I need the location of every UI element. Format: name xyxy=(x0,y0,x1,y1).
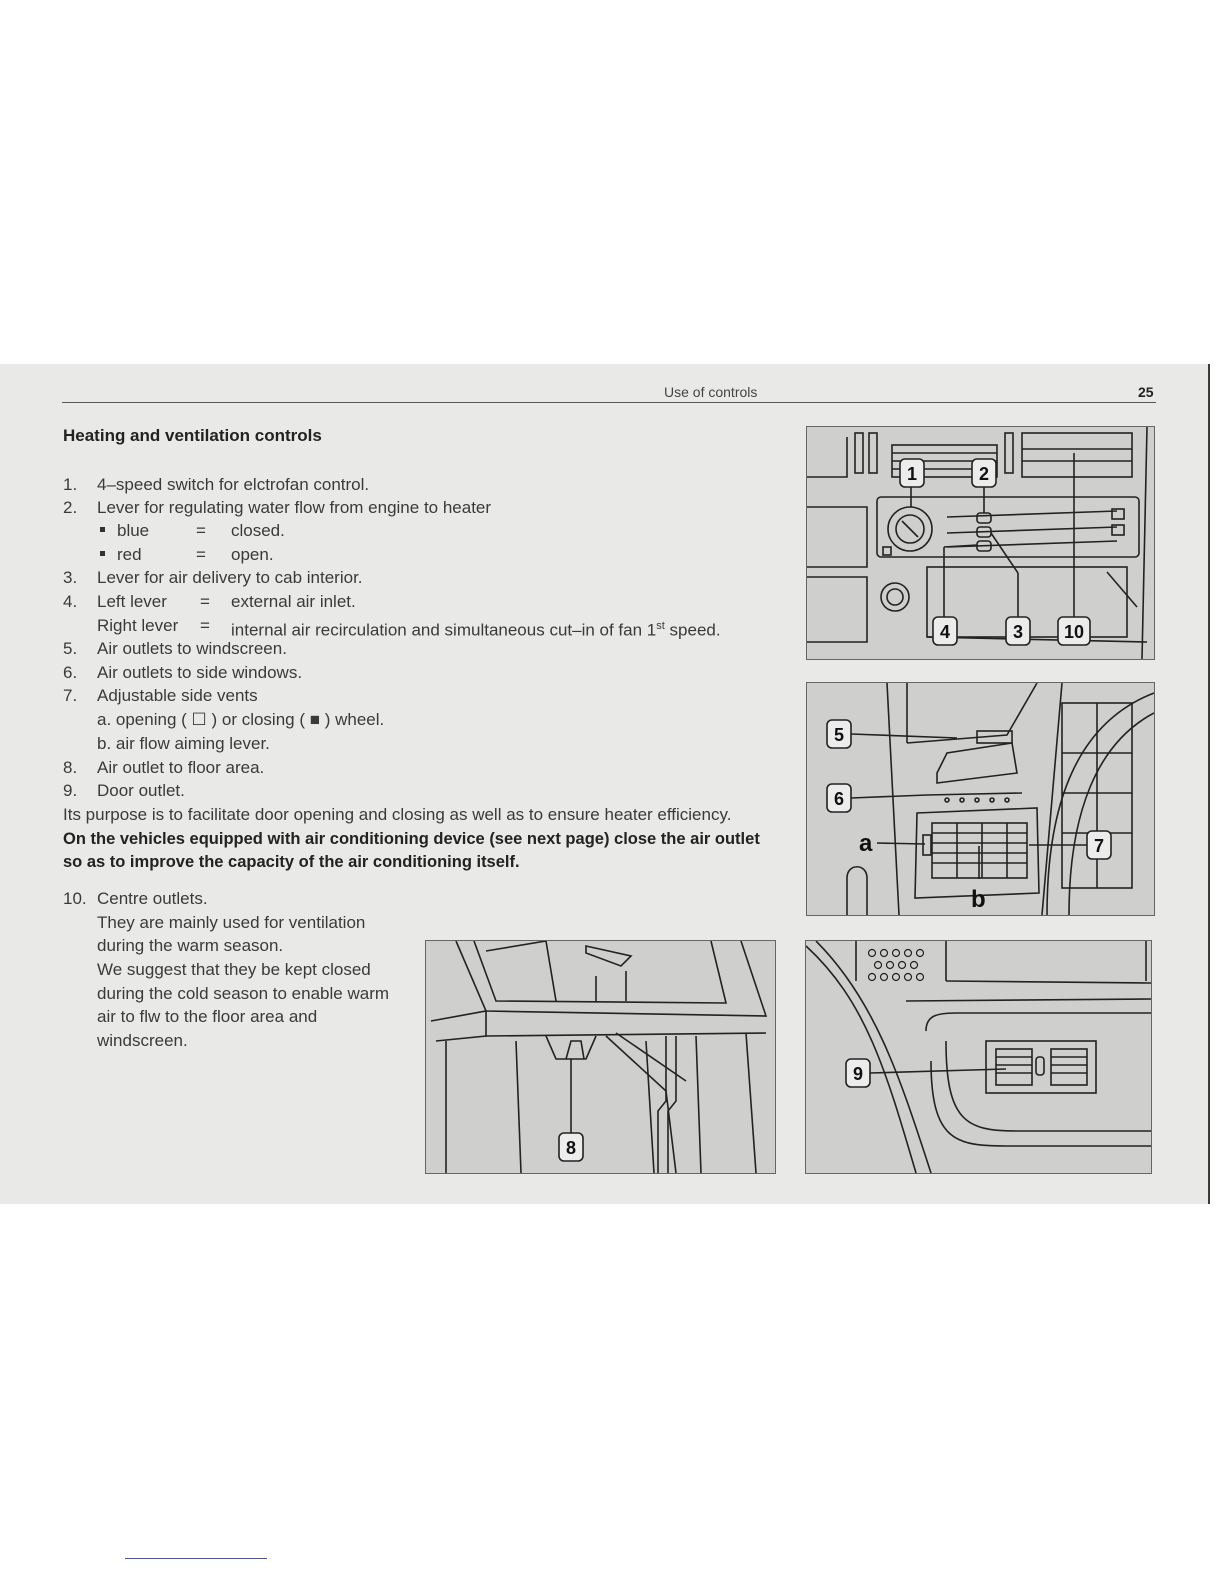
lever-label: Right lever xyxy=(97,616,179,635)
figure-side-vents xyxy=(806,682,1155,916)
item-text: 4–speed switch for elctrofan control. xyxy=(97,475,370,494)
equals-sign: = xyxy=(200,592,210,611)
item-text: They are mainly used for ventilation xyxy=(97,913,366,932)
item-number: 1. xyxy=(63,475,78,494)
callout-10: 10 xyxy=(1063,622,1085,642)
callout-group xyxy=(900,459,1090,645)
item-number: 3. xyxy=(63,568,78,587)
footnote-rule xyxy=(125,1558,267,1559)
callout-4: 4 xyxy=(939,622,951,642)
figure-floor-outlet xyxy=(425,940,776,1174)
bullet-icon xyxy=(100,551,105,556)
purpose-paragraph: Its purpose is to facilitate door opening and closing as well as to ensure heater efficiency. xyxy=(63,805,732,824)
figure-heater-controls xyxy=(806,426,1155,660)
callout-5: 5 xyxy=(833,725,845,745)
bullet-label: red xyxy=(117,545,142,564)
bullet-row xyxy=(100,545,142,565)
item-number: 5. xyxy=(63,639,78,658)
equals-sign: = xyxy=(196,521,206,540)
heater-controls-illustration xyxy=(807,427,1154,659)
item-text: air to flw to the floor area and xyxy=(97,1007,318,1026)
bullet-value: open. xyxy=(231,545,274,564)
item-text: Air outlets to side windows. xyxy=(97,663,303,682)
item-text: windscreen. xyxy=(97,1031,188,1050)
callout-8: 8 xyxy=(565,1138,577,1158)
sub-item-text: b. air flow aiming lever. xyxy=(97,734,270,753)
item-text: Adjustable side vents xyxy=(97,686,258,705)
running-header: Use of controls xyxy=(664,384,758,400)
equals-sign: = xyxy=(196,545,206,564)
item-number: 6. xyxy=(63,663,78,682)
sub-item-text: a. opening ( ☐ ) or closing ( ■ ) wheel. xyxy=(97,710,385,729)
lever-label: Left lever xyxy=(97,592,167,611)
item-number: 7. xyxy=(63,686,78,705)
callout-7: 7 xyxy=(1093,836,1105,856)
callout-1: 1 xyxy=(906,464,918,484)
bullet-label: blue xyxy=(117,521,150,540)
item-number: 8. xyxy=(63,758,78,777)
item-number: 4. xyxy=(63,592,78,611)
item-text: Lever for air delivery to cab interior. xyxy=(97,568,363,587)
callout-3: 3 xyxy=(1012,622,1024,642)
item-text: Air outlet to floor area. xyxy=(97,758,265,777)
equals-sign: = xyxy=(200,616,210,635)
callout-9: 9 xyxy=(852,1064,864,1084)
bullet-row xyxy=(100,521,149,541)
item-text: Door outlet. xyxy=(97,781,185,800)
item-number: 2. xyxy=(63,498,78,517)
letter-a: a xyxy=(859,830,873,857)
page-number: 25 xyxy=(1138,384,1154,400)
callout-2: 2 xyxy=(978,464,990,484)
item-text: Air outlets to windscreen. xyxy=(97,639,287,658)
item-text: Lever for regulating water flow from engine to heater xyxy=(97,498,492,517)
item-text: during the cold season to enable warm xyxy=(97,984,390,1003)
item-number: 9. xyxy=(63,781,78,800)
side-vents-illustration xyxy=(807,683,1154,915)
item-text: We suggest that they be kept closed xyxy=(97,960,371,979)
figure-door-outlet xyxy=(805,940,1152,1174)
section-title: Heating and ventilation controls xyxy=(63,426,322,445)
item-text: during the warm season. xyxy=(97,936,284,955)
item-number: 10. xyxy=(63,889,87,908)
item-text: Centre outlets. xyxy=(97,889,208,908)
bullet-value: closed. xyxy=(231,521,285,540)
bold-note-line: so as to improve the capacity of the air conditioning itself. xyxy=(63,853,520,871)
header-rule xyxy=(62,402,1156,403)
lever-value: external air inlet. xyxy=(231,592,356,611)
bold-note-line: On the vehicles equipped with air conditioning device (see next page) close the air outlet xyxy=(63,830,760,848)
callout-6: 6 xyxy=(833,789,845,809)
bullet-icon xyxy=(100,527,105,532)
door-outlet-illustration xyxy=(806,941,1151,1173)
letter-b: b xyxy=(971,886,986,913)
lever-value: internal air recirculation and simultaneous cut–in of fan 1st speed. xyxy=(231,620,721,640)
floor-outlet-illustration xyxy=(426,941,775,1173)
